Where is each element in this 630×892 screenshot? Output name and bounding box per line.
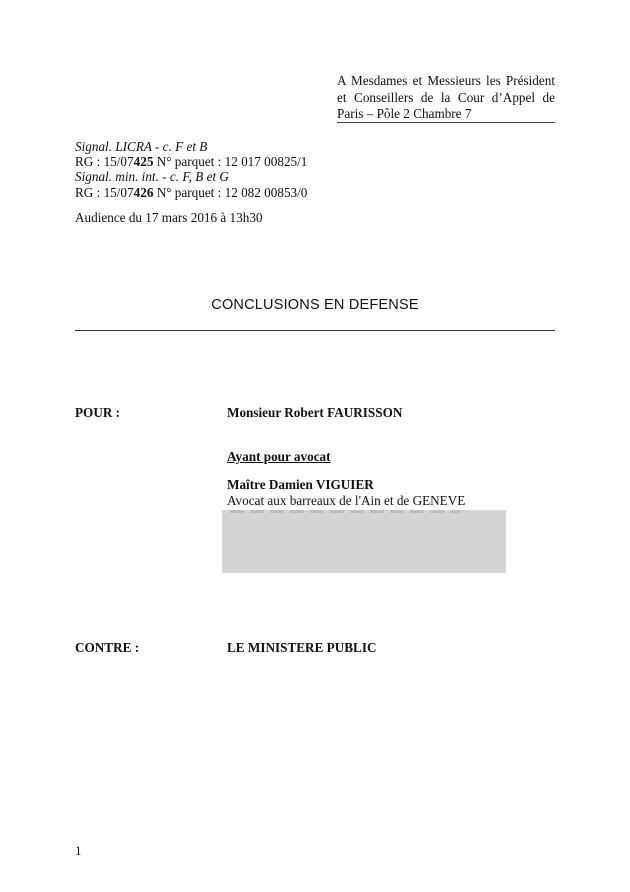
contre-label: CONTRE :: [75, 640, 140, 655]
page-number: 1: [75, 843, 82, 858]
pour-label: POUR :: [75, 405, 121, 420]
addressee-line-2: et Conseillers de la Cour d’Appel de: [337, 89, 555, 105]
contre-name: LE MINISTERE PUBLIC: [227, 640, 377, 655]
addressee-divider: [337, 122, 555, 123]
redacted-block: [222, 510, 506, 573]
title-divider: [75, 330, 555, 331]
addressee-line-1: A Mesdames et Messieurs les Président: [337, 73, 555, 88]
counsel-heading: Ayant pour avocat: [227, 449, 331, 464]
rg1-parquet: N° parquet : 12 017 00825/1: [153, 154, 308, 170]
rg2-parquet: N° parquet : 12 082 00853/0: [153, 184, 308, 200]
addressee-block: [337, 73, 555, 123]
pour-name: Monsieur Robert FAURISSON: [227, 405, 403, 420]
addressee-line-3: Paris – Pôle 2 Chambre 7: [337, 106, 472, 121]
hearing-date: Audience du 17 mars 2016 à 13h30: [75, 210, 263, 225]
rg-reference-2: [75, 185, 307, 200]
rg2-number: 426: [133, 184, 154, 200]
redacted-text-remnant: [230, 510, 460, 513]
rg1-prefix: RG : 15/07: [75, 154, 134, 170]
rg2-prefix: RG : 15/07: [75, 184, 134, 200]
signal-licra: Signal. LICRA - c. F et B: [75, 139, 208, 154]
signal-min-int: Signal. min. int. - c. F, B et G: [75, 169, 229, 185]
case-references: [75, 139, 307, 200]
counsel-name: Maître Damien VIGUIER: [227, 477, 374, 492]
counsel-bar: Avocat aux barreaux de l'Ain et de GENEVE: [227, 493, 466, 508]
document-title: CONCLUSIONS EN DEFENSE: [211, 297, 419, 313]
rg1-number: 425: [133, 154, 154, 170]
rg-reference-1: [75, 154, 307, 169]
